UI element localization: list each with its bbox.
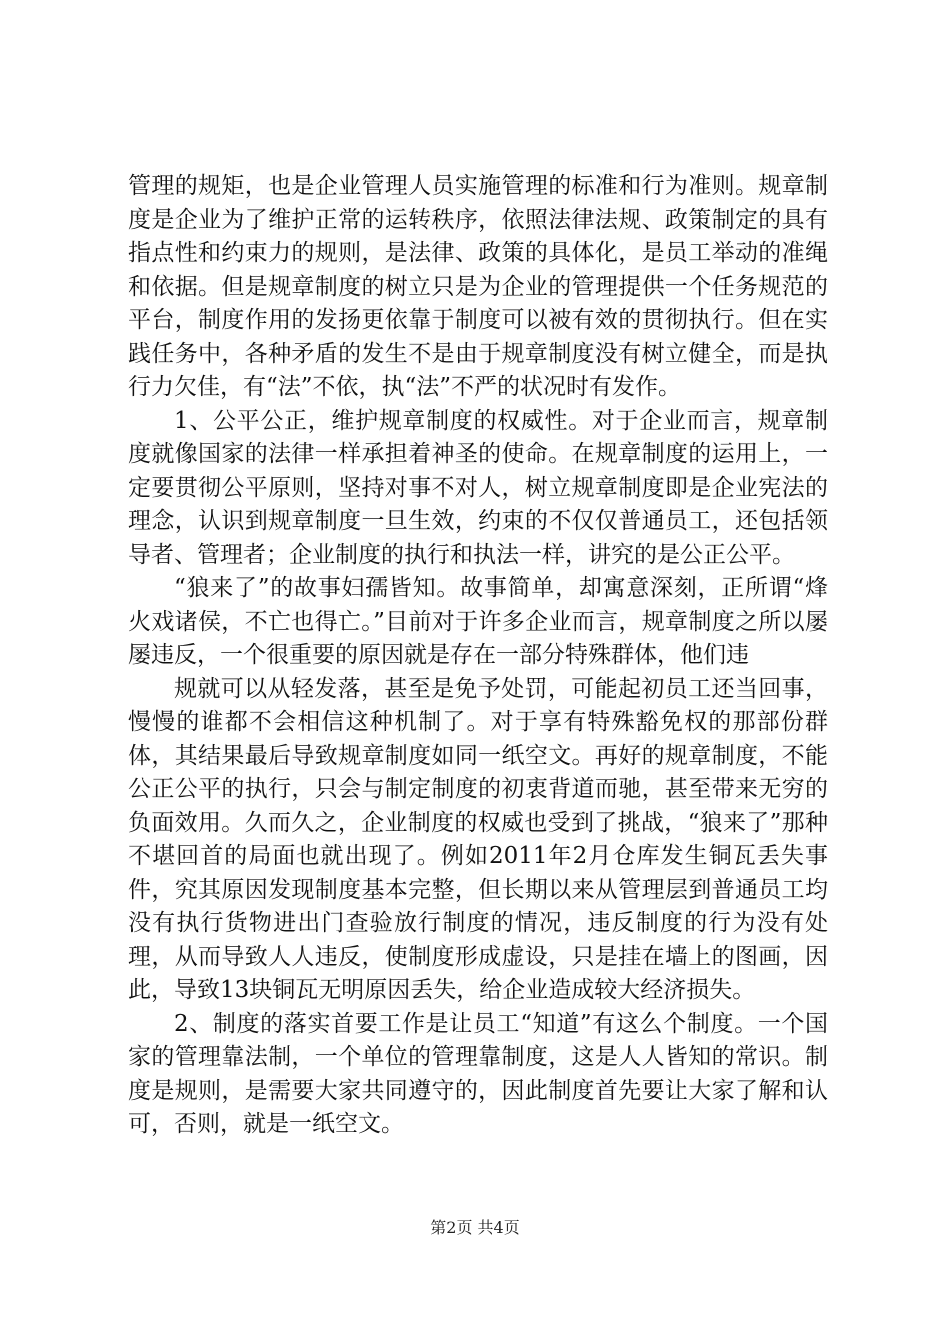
paragraph-intro: 管理的规矩，也是企业管理人员实施管理的标准和行为准则。规章制度是企业为了维护正常的运转秩序，依照法律法规、政策制定的具有指点性和约束力的规则，是法律、政策的具体化，是员工举动的准绳和依据。但是规章制度的树立只是为企业的管理提供一个任务规范的平台，制度作用的发扬更依靠于制度可以被有效的贯彻执行。但在实践任务中，各种矛盾的发生不是由于规章制度没有树立健全，而是执行力欠佳，有“法”不依，执“法”不严的状况时有发作。 <box>128 173 828 400</box>
paragraph-wolf-story: “狼来了”的故事妇孺皆知。故事简单，却寓意深刻，正所谓“烽火戏诸侯，不亡也得亡。”目前对于许多企业而言，规章制度之所以屡屡违反，一个很重要的原因就是存在一部分特殊群体，他们违 <box>128 575 828 668</box>
page-number-footer: 第2页 共4页 <box>430 1218 520 1237</box>
paragraph-awareness: 2、制度的落实首要工作是让员工“知道”有这么个制度。一个国家的管理靠法制，一个单位的管理靠制度，这是人人皆知的常识。制度是规则，是需要大家共同遵守的，因此制度首先要让大家了解和认可，否则，就是一纸空文。 <box>128 1010 828 1137</box>
document-body <box>128 170 828 1142</box>
paragraph-wolf-story-continued: 规就可以从轻发落，甚至是免予处罚，可能起初员工还当回事，慢慢的谁都不会相信这种机制了。对于享有特殊豁免权的那部份群体，其结果最后导致规章制度如同一纸空文。再好的规章制度，不能公正公平的执行，只会与制定制度的初衷背道而驰，甚至带来无穷的负面效用。久而久之，企业制度的权威也受到了挑战，“狼来了”那种不堪回首的局面也就出现了。例如2011年2月仓库发生铜瓦丢失事件，究其原因发现制度基本完整，但长期以来从管理层到普通员工均没有执行货物进出门查验放行制度的情况，违反制度的行为没有处理，从而导致人人违反，使制度形成虚设，只是挂在墙上的图画，因此，导致13块铜瓦无明原因丢失，给企业造成较大经济损失。 <box>128 675 828 1003</box>
paragraph-fairness: 1、公平公正，维护规章制度的权威性。对于企业而言，规章制度就像国家的法律一样承担着神圣的使命。在规章制度的运用上，一定要贯彻公平原则，坚持对事不对人，树立规章制度即是企业宪法的理念，认识到规章制度一旦生效，约束的不仅仅普通员工，还包括领导者、管理者；企业制度的执行和执法一样，讲究的是公正公平。 <box>128 407 828 568</box>
